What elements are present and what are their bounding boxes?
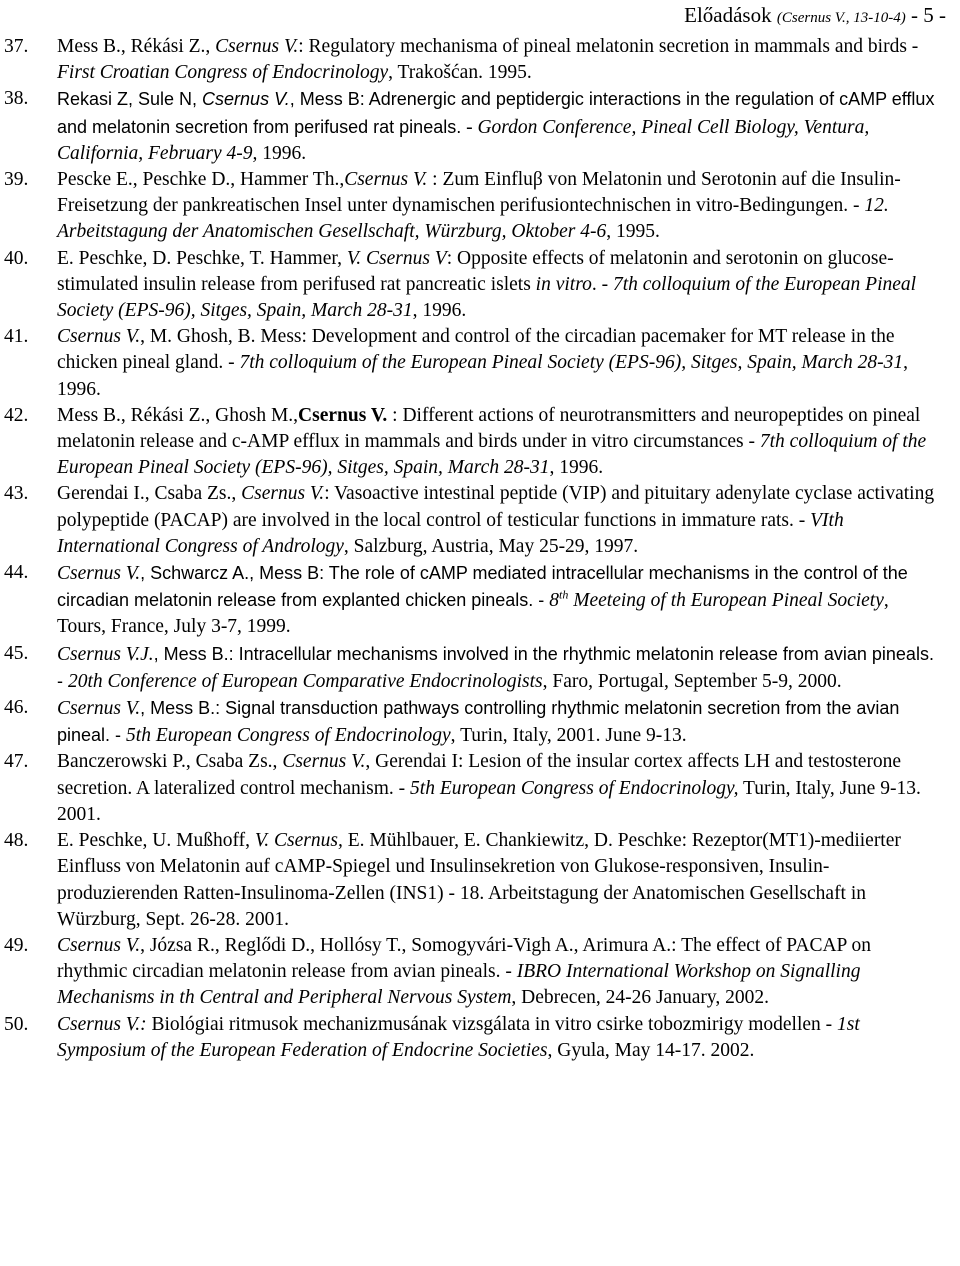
reference-number: 46.: [4, 697, 29, 719]
reference-segment: Csernus V.: [57, 698, 141, 720]
reference-segment: in vitro: [535, 273, 592, 295]
reference-segment: 1st Symposium of the European Federation of Endocrine Societies: [57, 1013, 860, 1061]
reference-text: [57, 749, 942, 828]
reference-segment: , Józsa R., Reglődi D., Hollósy T., Somogyvári-Vigh A., Arimura A.: The effect of PACAP on rhythmic circadian melatonin release from avian pineals. -: [57, 934, 872, 983]
reference-segment: : Different actions of neurotransmitters and neuropeptides on pineal melatonin release and c-AMP efflux in mammals and birds under in vitro circumstances -: [57, 404, 921, 453]
reference-segment: Biológiai ritmusok mechanizmusának vizsgálata in vitro csirke tobozmirigy modellen -: [146, 1013, 838, 1035]
reference-segment: Banczerowski P., Csaba Zs.,: [57, 751, 283, 773]
reference-segment: Meeteing of th European Pineal Society: [568, 590, 884, 612]
reference-segment: , Turin, Italy, 2001. June 9-13.: [450, 725, 687, 747]
reference-entry: [0, 481, 960, 560]
reference-segment: 7th colloquium of the European Pineal Society (EPS-96), Sitges, Spain, March 28-31: [57, 431, 927, 479]
reference-segment: , Mess B.: Signal transduction pathways controlling rhythmic melatonin secretion from the avian pineal. -: [57, 698, 900, 746]
reference-entry: [0, 828, 960, 933]
reference-segment: Csernus V.J.: [57, 643, 154, 665]
reference-segment: : Regulatory mechanisma of pineal melatonin secretion in mammals and birds -: [298, 36, 919, 57]
reference-segment: Csernus V.: [57, 563, 141, 585]
reference-text: [57, 933, 942, 1012]
reference-text: [57, 1012, 942, 1064]
reference-number: 39.: [4, 169, 29, 191]
reference-text: [57, 828, 942, 933]
reference-number: 40.: [4, 247, 29, 269]
reference-segment: th: [559, 587, 569, 602]
reference-entry: [0, 749, 960, 828]
reference-segment: Csernus V.: [282, 751, 366, 773]
header-subtitle: (Csernus V., 13-10-4): [776, 10, 906, 26]
reference-segment: Turin, Italy, June 9-13. 2001.: [57, 777, 921, 825]
reference-segment: - Gordon Conference, Pineal Cell Biology, Ventura, California, February 4-9,: [57, 116, 870, 164]
reference-segment: 20th Conference of European Comparative Endocrinologists: [68, 670, 543, 692]
reference-segment: V. Csernus,: [254, 830, 343, 852]
reference-number: 49.: [4, 934, 29, 956]
reference-segment: , Mess B: Adrenergic and peptidergic interactions in the regulation of cAMP efflux and melatonin secretion from perifused rat pineals.: [57, 89, 935, 137]
reference-segment: , Debrecen, 24-26 January, 2002.: [511, 987, 769, 1009]
reference-text: [57, 641, 942, 695]
reference-text: [57, 695, 942, 749]
reference-segment: , Gerendai I: Lesion of the insular cortex affects LH and testosterone secretion. A lateralized control mechanism. -: [57, 751, 902, 799]
reference-segment: 7th colloquium of the European Pineal Society (EPS-96), Sitges, Spain, March 28-31: [239, 352, 904, 374]
reference-text: [57, 481, 942, 560]
reference-segment: : Vasoactive intestinal peptide (VIP) and pituitary adenylate cyclase activating polypeptide (PACAP) are involved in the local control of testicular functions in immature rats. -: [57, 483, 935, 531]
reference-entry: [0, 695, 960, 749]
reference-segment: IBRO International Workshop on Signalling Mechanisms in th Central and Peripheral Nervous System: [57, 961, 861, 1009]
reference-segment: 5th European Congress of Endocrinology,: [410, 777, 739, 799]
reference-segment: , 1996.: [57, 352, 908, 400]
reference-segment: E. Peschke, U. Mußhoff,: [57, 830, 255, 852]
page-header: [684, 3, 946, 30]
reference-segment: First Croatian Congress of Endocrinology: [57, 62, 389, 84]
reference-segment: Csernus V.: [241, 483, 325, 505]
reference-number: 37.: [4, 36, 29, 57]
reference-segment: , Trakošćan. 1995.: [388, 62, 532, 84]
reference-text: [57, 246, 942, 325]
reference-segment: 7th colloquium of the European Pineal Society (EPS-96), Sitges, Spain, March 28-31: [57, 273, 917, 322]
reference-segment: . -: [591, 273, 613, 295]
reference-text: [57, 86, 942, 167]
reference-number: 45.: [4, 642, 29, 664]
reference-segment: , 1995.: [606, 221, 660, 243]
reference-number: 41.: [4, 326, 29, 348]
reference-segment: E. Peschke, D. Peschke, T. Hammer,: [57, 247, 347, 269]
reference-segment: 8: [549, 590, 560, 612]
reference-segment: Csernus V.: [298, 404, 388, 426]
reference-segment: , Faro, Portugal, September 5-9, 2000.: [542, 670, 842, 692]
reference-segment: : Zum Einfluβ von Melatonin und Serotonin auf die Insulin-Freisetzung der pankreatischen Insel unter dynamischen perifusiontechnischen in vitro-Bedingungen. -: [57, 169, 901, 217]
reference-entry: [0, 933, 960, 1012]
reference-entry: [0, 403, 960, 482]
reference-segment: Rekasi Z, Sule N,: [57, 89, 203, 110]
reference-number: 42.: [4, 404, 29, 426]
reference-entry: [0, 167, 960, 246]
reference-entry: [0, 86, 960, 167]
reference-segment: E. Mühlbauer, E. Chankiewitz, D. Peschke: Rezeptor(MT1)-mediierter Einfluss von Melatonin auf cAMP-Spiegel und Insulinsekretion von Glukose-responsiven, Insulin-produzierenden Ratten-Insulinoma-Zellen (INS1) - 18. Arbeitstagung der Anatomischen Gesellschaft in Würzburg, Sept. 26-28. 2001.: [57, 830, 901, 930]
reference-segment: 5th European Congress of Endocrinology: [126, 725, 451, 747]
reference-entry: [0, 560, 960, 641]
page-number: - 5 -: [911, 3, 946, 27]
reference-segment: , Gyula, May 14-17. 2002.: [547, 1039, 755, 1061]
reference-number: 44.: [4, 562, 29, 584]
reference-segment: Mess B., Rékási Z.,: [57, 36, 216, 57]
reference-segment: Csernus V.: [57, 326, 141, 348]
reference-segment: , Mess B.: Intracellular mechanisms involved in the rhythmic melatonin release from avian pineals. -: [57, 643, 934, 691]
reference-text: [57, 324, 942, 403]
reference-entry: [0, 246, 960, 325]
reference-number: 48.: [4, 830, 29, 852]
reference-segment: Csernus V.: [344, 169, 428, 191]
reference-text: [57, 167, 942, 246]
reference-segment: , Tours, France, July 3-7, 1999.: [57, 590, 889, 638]
header-title: Előadások: [684, 3, 772, 27]
reference-segment: 1996.: [262, 142, 307, 164]
reference-segment: VIth International Congress of Andrology: [57, 509, 844, 557]
reference-segment: V. Csernus V: [346, 247, 447, 269]
reference-segment: Csernus V.:: [57, 1013, 147, 1035]
reference-segment: Gerendai I., Csaba Zs.,: [57, 483, 242, 505]
reference-segment: Csernus V.: [57, 934, 141, 956]
reference-text: [57, 560, 942, 641]
reference-entry: [0, 324, 960, 403]
reference-list: [0, 34, 960, 1064]
reference-number: 50.: [4, 1013, 29, 1035]
reference-segment: : Opposite effects of melatonin and serotonin on glucose-stimulated insulin release from perifused rat pancreatic islets: [57, 247, 894, 295]
reference-entry: [0, 1012, 960, 1064]
reference-segment: , Schwarcz A., Mess B: The role of cAMP mediated intracellular mechanisms in the control of the circadian melatonin release from explanted chicken pineals. -: [57, 563, 908, 611]
reference-entry: [0, 34, 960, 86]
reference-segment: , 1996.: [549, 457, 604, 479]
reference-segment: , 1996.: [412, 300, 467, 322]
reference-segment: Pescke E., Peschke D., Hammer Th.,: [57, 169, 345, 191]
reference-segment: , Salzburg, Austria, May 25-29, 1997.: [343, 535, 639, 557]
reference-number: 43.: [4, 483, 29, 505]
reference-text: [57, 403, 942, 482]
reference-number: 47.: [4, 751, 29, 773]
reference-segment: Mess B., Rékási Z., Ghosh M.,: [57, 404, 299, 426]
reference-entry: [0, 641, 960, 695]
reference-text: [57, 34, 942, 86]
reference-segment: Csernus V.: [215, 36, 299, 57]
reference-segment: , M. Ghosh, B. Mess: Development and control of the circadian pacemaker for MT release in the chicken pineal gland. -: [57, 326, 895, 374]
reference-number: 38.: [4, 88, 29, 110]
reference-segment: Csernus V.: [202, 89, 290, 110]
reference-segment: 12. Arbeitstagung der Anatomischen Gesellschaft, Würzburg, Oktober 4-6: [57, 195, 889, 243]
